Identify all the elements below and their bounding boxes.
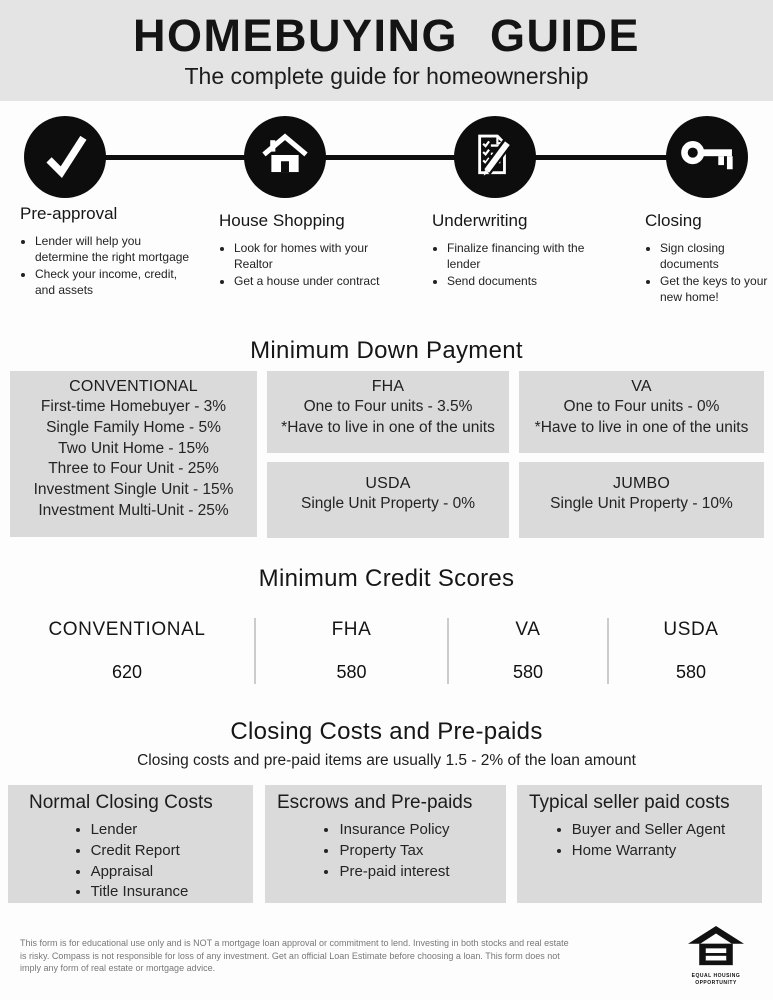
box-line: First-time Homebuyer - 3% [40,398,227,415]
box-title: Normal Closing Costs [29,792,213,813]
closing-costs-box-normal [8,785,253,903]
step-title: House Shopping [219,211,345,230]
credit-score-conventional [0,618,256,684]
down-payment-box-jumbo [519,462,764,538]
bullet-item: • Insurance Policy [339,820,449,841]
score-value: 580 [675,662,707,682]
credit-score-fha [256,618,449,684]
checkmark-icon [38,128,92,187]
down-payment-box-usda [267,462,509,538]
box-line: Investment Multi-Unit - 25% [38,501,229,519]
bullet-item: • Property Tax [339,841,449,862]
credit-score-va [449,618,609,684]
step-bullet-list [219,240,381,289]
bullet-item: • Title Insurance [91,882,189,903]
box-bullet-list [73,820,189,903]
step-house-shopping [219,211,381,290]
header-band [0,0,773,101]
key-icon [679,136,735,179]
bullet-item: • Sign closing documents [660,240,771,272]
step-closing [645,211,771,306]
step-bullet-list [20,233,192,298]
timeline-connector-line [63,155,708,160]
score-label: CONVENTIONAL [48,619,206,640]
step-bullet-list [645,240,771,305]
box-title: USDA [365,475,411,492]
step-title: Closing [645,211,702,230]
box-title: JUMBO [613,475,670,492]
equal-housing-caption-line1: EQUAL HOUSING [691,973,741,979]
score-value: 580 [512,662,544,682]
bullet-item: • Get the keys to your new home! [660,273,771,305]
footer-disclaimer: This form is for educational use only and is NOT a mortgage loan approval or commitment to lend. Investing in both stocks and real estate is risky. Compass is not responsible for loss of any investment. Get an official Loan Estimate before choosing a loan. This form does not imply any form of real estate or mortgage advice. [20,938,569,973]
step-bullet-list [432,240,594,289]
down-payment-box-fha [267,371,509,453]
closing-costs-heading: Closing Costs and Pre-paids [230,718,543,745]
document-pen-icon [469,129,521,186]
bullet-item: • Home Warranty [572,841,725,862]
bullet-item: • Lender [91,820,189,841]
score-label: USDA [663,619,719,640]
score-value: 620 [111,662,143,682]
box-line: One to Four units - 0% [563,398,720,415]
bullet-item: • Get a house under contract [234,273,381,289]
box-line: Two Unit Home - 15% [58,439,209,457]
bullet-item: • Lender will help you determine the right mortgage [35,233,192,265]
closing-costs-box-escrows [265,785,506,903]
bullet-item: • Appraisal [91,862,189,883]
box-title: CONVENTIONAL [69,378,198,395]
box-title: Typical seller paid costs [529,792,730,813]
equal-housing-opportunity-logo [685,926,747,986]
score-value: 580 [336,662,367,682]
box-bullet-list [321,820,449,882]
step-circle-underwriting [454,116,536,198]
step-circle-pre-approval [24,116,106,198]
bullet-item: • Credit Report [91,841,189,862]
bullet-item: • Check your income, credit, and assets [35,266,192,298]
credit-score-usda [609,618,773,684]
house-icon [260,130,310,185]
box-title: VA [631,378,652,395]
bullet-item: • Send documents [447,273,594,289]
box-line: One to Four units - 3.5% [303,398,473,415]
page-title: HOMEBUYING GUIDE [132,10,641,61]
box-line: Single Family Home - 5% [46,418,221,436]
box-line: *Have to live in one of the units [534,418,749,436]
down-payment-heading: Minimum Down Payment [250,337,523,364]
box-title: FHA [371,378,405,395]
bullet-item: • Buyer and Seller Agent [572,820,725,841]
page-subtitle: The complete guide for homeownership [184,63,589,89]
step-title: Pre-approval [20,204,118,223]
equal-housing-caption-line2: OPPORTUNITY [695,980,737,986]
down-payment-box-conventional [10,371,257,537]
down-payment-box-va [519,371,764,453]
box-line: Single Unit Property - 10% [550,495,733,512]
bullet-item: • Pre-paid interest [339,862,449,883]
closing-costs-subtitle: Closing costs and pre-paid items are usually 1.5 - 2% of the loan amount [137,752,636,769]
credit-scores-row [0,618,773,684]
bullet-item: • Finalize financing with the lender [447,240,594,272]
step-circle-house-shopping [244,116,326,198]
closing-costs-box-seller-paid [517,785,762,903]
box-line: Single Unit Property - 0% [300,495,476,512]
box-title: Escrows and Pre-paids [277,792,473,813]
box-line: *Have to live in one of the units [281,418,495,436]
box-bullet-list [554,820,725,862]
box-line: Three to Four Unit - 25% [48,460,219,478]
score-label: FHA [331,619,372,640]
score-label: VA [515,619,541,640]
equal-housing-house-icon [687,954,745,971]
step-title: Underwriting [432,211,528,230]
box-line: Investment Single Unit - 15% [33,481,234,499]
credit-scores-heading: Minimum Credit Scores [258,565,515,592]
bullet-item: • Look for homes with your Realtor [234,240,381,272]
step-pre-approval [20,204,192,299]
step-circle-closing [666,116,748,198]
step-underwriting [432,211,594,290]
